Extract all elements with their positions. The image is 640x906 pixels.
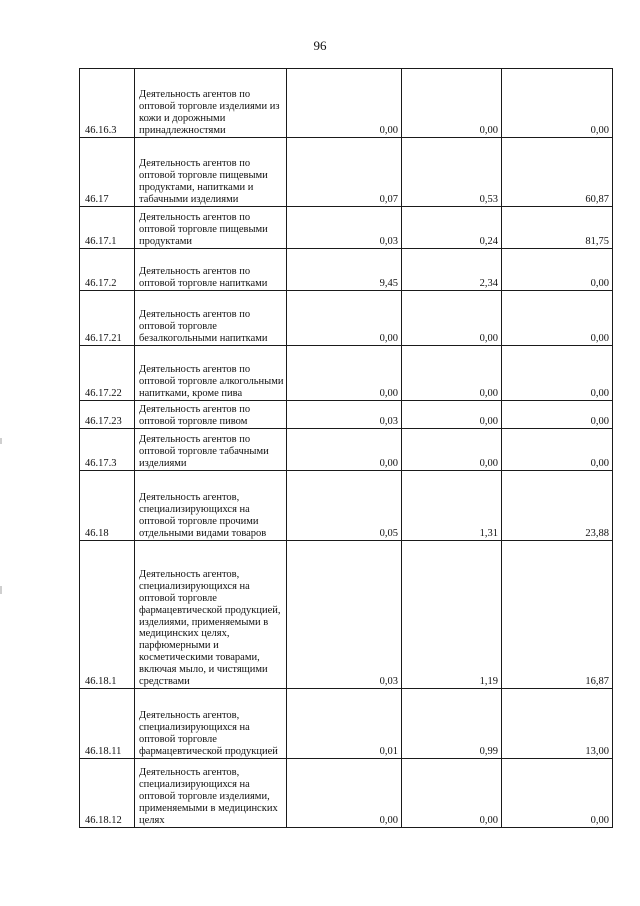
row-description: Деятельность агентов, специализирующихся на оптовой торговле изделиями, применяемыми в медицинских целях [135,759,287,828]
row-code: 46.17.21 [80,291,135,346]
row-value-1: 0,03 [287,541,402,689]
row-code: 46.17.23 [80,401,135,429]
row-value-2: 2,34 [402,249,502,291]
row-code: 46.17.3 [80,429,135,471]
row-value-2: 0,00 [402,346,502,401]
page-number: 96 [313,38,327,53]
row-code: 46.17.22 [80,346,135,401]
row-value-2: 0,00 [402,401,502,429]
table-row [80,207,613,249]
row-value-1: 0,05 [287,471,402,541]
row-description: Деятельность агентов по оптовой торговле пивом [135,401,287,429]
row-code: 46.17 [80,138,135,207]
table-row [80,69,613,138]
row-value-3: 0,00 [502,69,613,138]
row-value-2: 1,31 [402,471,502,541]
row-value-3: 13,00 [502,689,613,759]
data-table [79,68,613,828]
row-description: Деятельность агентов по оптовой торговле табачными изделиями [135,429,287,471]
row-code: 46.18.1 [80,541,135,689]
row-code: 46.17.2 [80,249,135,291]
row-value-2: 0,53 [402,138,502,207]
row-value-2: 0,24 [402,207,502,249]
table-row [80,471,613,541]
row-description: Деятельность агентов по оптовой торговле алкогольными напитками, кроме пива [135,346,287,401]
row-value-3: 0,00 [502,291,613,346]
scan-edge-mark [0,586,2,594]
row-value-1: 0,00 [287,429,402,471]
table-row [80,689,613,759]
scan-edge-mark [0,438,2,444]
row-description: Деятельность агентов по оптовой торговле изделиями из кожи и дорожными принадлежностями [135,69,287,138]
row-value-2: 1,19 [402,541,502,689]
row-value-3: 0,00 [502,249,613,291]
row-code: 46.16.3 [80,69,135,138]
table-row [80,249,613,291]
row-description: Деятельность агентов по оптовой торговле пищевыми продуктами [135,207,287,249]
row-value-3: 60,87 [502,138,613,207]
table-row [80,291,613,346]
table-row [80,401,613,429]
table-row [80,541,613,689]
row-value-3: 0,00 [502,346,613,401]
table-row [80,138,613,207]
row-value-3: 81,75 [502,207,613,249]
row-code: 46.17.1 [80,207,135,249]
row-value-2: 0,00 [402,291,502,346]
row-value-3: 0,00 [502,401,613,429]
row-code: 46.18.11 [80,689,135,759]
row-value-2: 0,00 [402,429,502,471]
table-row [80,346,613,401]
row-value-1: 0,07 [287,138,402,207]
row-description: Деятельность агентов по оптовой торговле безалкогольными напитками [135,291,287,346]
row-value-1: 0,03 [287,207,402,249]
table-row [80,759,613,828]
table-row [80,429,613,471]
row-value-1: 0,00 [287,346,402,401]
row-code: 46.18 [80,471,135,541]
row-value-1: 0,03 [287,401,402,429]
row-value-2: 0,00 [402,69,502,138]
row-value-2: 0,99 [402,689,502,759]
row-value-3: 23,88 [502,471,613,541]
row-description: Деятельность агентов, специализирующихся на оптовой торговле фармацевтической продукцией, изделиями, применяемыми в медицинских целях, парфюмерными и косметическими товарами, включая мыло, и чистящими средствами [135,541,287,689]
row-value-2: 0,00 [402,759,502,828]
row-code: 46.18.12 [80,759,135,828]
row-description: Деятельность агентов по оптовой торговле пищевыми продуктами, напитками и табачными изделиями [135,138,287,207]
row-value-1: 0,00 [287,291,402,346]
row-description: Деятельность агентов, специализирующихся на оптовой торговле прочими отдельными видами товаров [135,471,287,541]
row-value-1: 0,00 [287,69,402,138]
row-value-3: 0,00 [502,429,613,471]
row-value-3: 0,00 [502,759,613,828]
row-value-3: 16,87 [502,541,613,689]
row-description: Деятельность агентов, специализирующихся на оптовой торговле фармацевтической продукцией [135,689,287,759]
row-value-1: 0,00 [287,759,402,828]
row-description: Деятельность агентов по оптовой торговле напитками [135,249,287,291]
row-value-1: 9,45 [287,249,402,291]
row-value-1: 0,01 [287,689,402,759]
